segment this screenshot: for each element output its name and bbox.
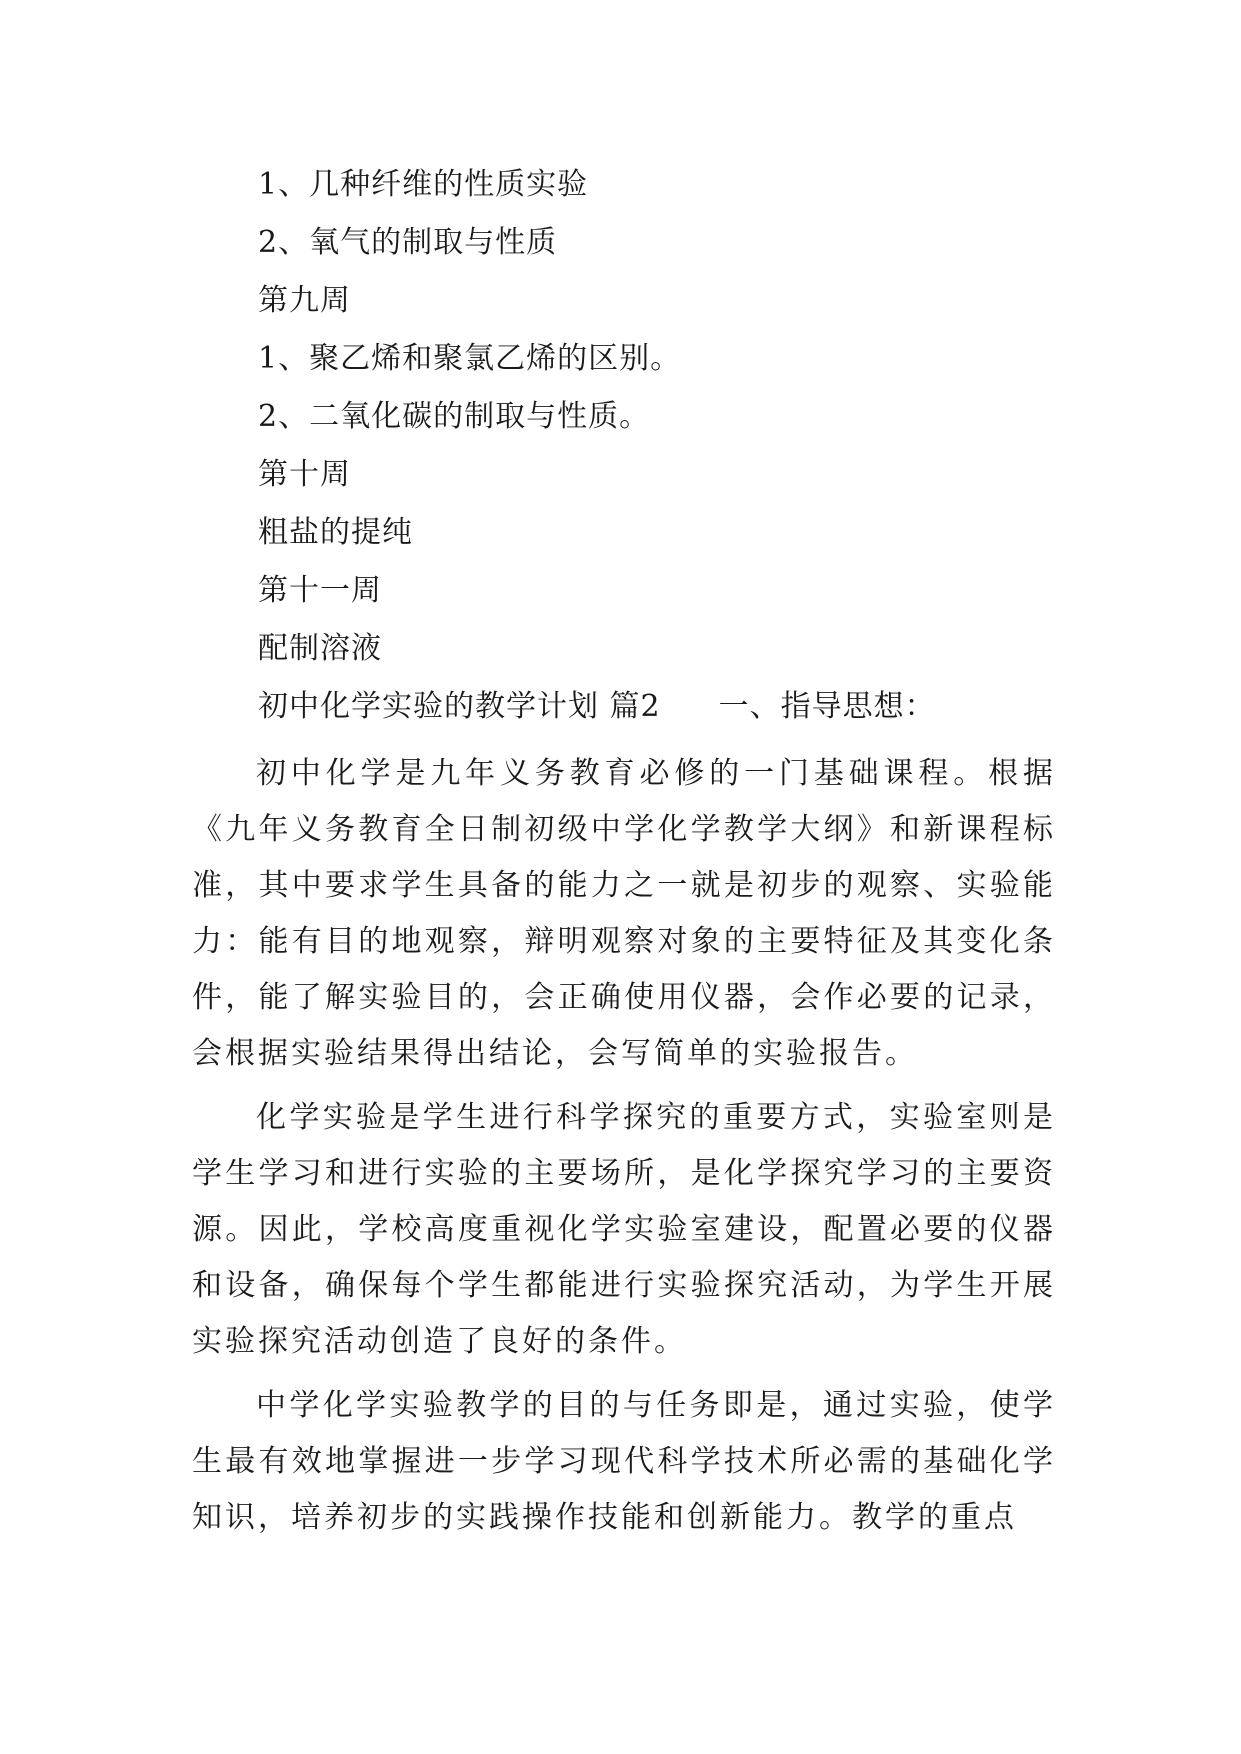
list-item: 1、几种纤维的性质实验	[258, 167, 589, 202]
section-part: 篇2	[609, 689, 661, 724]
section-title: 初中化学实验的教学计划	[258, 689, 599, 724]
list-item: 2、二氧化碳的制取与性质。	[258, 399, 651, 434]
week-heading: 第十周	[258, 457, 351, 492]
body-text	[192, 746, 1056, 1554]
list-item: 2、氧气的制取与性质	[258, 225, 558, 260]
paragraph: 化学实验是学生进行科学探究的重要方式，实验室则是学生学习和进行实验的主要场所，是化学探究学习的主要资源。因此，学校高度重视化学实验室建设，配置必要的仪器和设备，确保每个学生都能进行实验探究活动，为学生开展实验探究活动创造了良好的条件。	[192, 1100, 1056, 1359]
week-heading: 第十一周	[258, 573, 382, 608]
paragraph: 中学化学实验教学的目的与任务即是，通过实验，使学生最有效地掌握进一步学习现代科学技术所必需的基础化学知识，培养初步的实践操作技能和创新能力。教学的重点	[192, 1388, 1056, 1535]
schedule-list	[258, 156, 1098, 736]
section-heading	[258, 678, 1098, 736]
paragraph: 初中化学是九年义务教育必修的一门基础课程。根据《九年义务教育全日制初级中学化学教学大纲》和新课程标准，其中要求学生具备的能力之一就是初步的观察、实验能力：能有目的地观察，辩明观察对象的主要特征及其变化条件，能了解实验目的，会正确使用仪器，会作必要的记录，会根据实验结果得出结论，会写简单的实验报告。	[192, 756, 1056, 1071]
list-item: 粗盐的提纯	[258, 515, 413, 550]
section-subheading: 一、指导思想：	[718, 689, 936, 724]
list-item: 配制溶液	[258, 631, 382, 666]
week-heading: 第九周	[258, 283, 351, 318]
list-item: 1、聚乙烯和聚氯乙烯的区别。	[258, 341, 682, 376]
